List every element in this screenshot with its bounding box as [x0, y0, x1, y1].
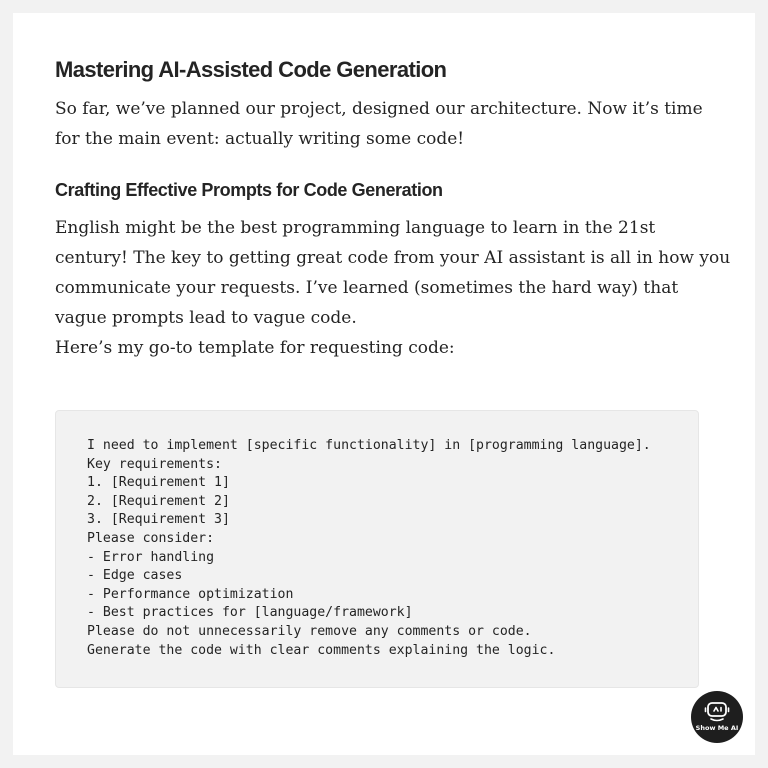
body-paragraph — [55, 213, 731, 363]
show-me-ai-badge[interactable] — [691, 691, 743, 743]
code-line: - Best practices for [language/framework] — [87, 605, 413, 621]
body-line: vague prompts lead to vague code. — [55, 308, 357, 328]
intro-line: for the main event: actually writing some code! — [55, 129, 465, 149]
code-line: Please consider: — [87, 530, 215, 546]
code-text — [87, 437, 651, 660]
body-line: Here’s my go-to template for requesting code: — [55, 338, 455, 358]
intro-paragraph — [55, 94, 715, 154]
badge-label: Show Me AI — [695, 724, 739, 732]
code-block[interactable] — [55, 410, 699, 688]
code-line: - Performance optimization — [87, 586, 294, 602]
subsection-heading: Crafting Effective Prompts for Code Generation — [55, 180, 443, 200]
code-line: Generate the code with clear comments explaining the logic. — [87, 642, 556, 658]
code-line: - Error handling — [87, 549, 215, 565]
code-line: 1. [Requirement 1] — [87, 475, 230, 491]
code-line: I need to implement [specific functionality] in [programming language]. — [87, 438, 651, 453]
body-line: English might be the best programming language to learn in the 21st — [55, 218, 656, 238]
code-line: 2. [Requirement 2] — [87, 493, 230, 509]
intro-line: So far, we’ve planned our project, designed our architecture. Now it’s time — [55, 99, 703, 119]
code-line: - Edge cases — [87, 568, 183, 584]
robot-icon — [703, 700, 731, 724]
code-line: Please do not unnecessarily remove any comments or code. — [87, 623, 532, 639]
section-heading: Mastering AI-Assisted Code Generation — [55, 57, 447, 82]
body-line: century! The key to getting great code from your AI assistant is all in how you — [55, 248, 731, 268]
code-line: Key requirements: — [87, 456, 222, 472]
article-page — [13, 13, 755, 755]
body-line: communicate your requests. I’ve learned (sometimes the hard way) that — [55, 278, 679, 298]
code-line: 3. [Requirement 3] — [87, 512, 230, 528]
